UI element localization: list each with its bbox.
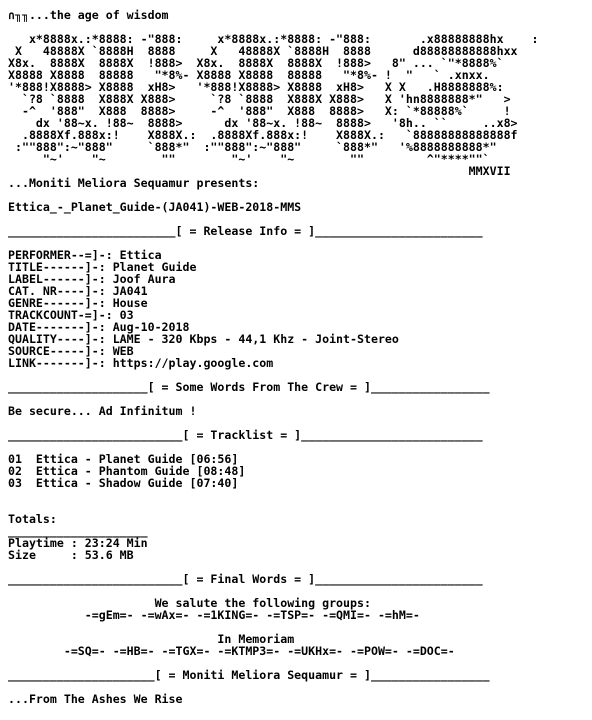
nfo-line: Be secure... Ad Infinitum ! <box>8 404 197 418</box>
nfo-line: dx '88~x. !88~ 8888> dx '88~x. !88~ 8888> '8h.. `` ..x8> <box>8 116 518 130</box>
nfo-line: _________________________[ = Tracklist = ]__________________________ <box>8 428 483 442</box>
nfo-line: ____________________[ = Some Words From The Crew = ]_________________ <box>8 380 490 394</box>
nfo-line: -=gEm=- -=wAx=- -=1KING=- -=TSP=- -=QMI=- -=hM=- <box>8 608 420 622</box>
nfo-line: 03 Ettica - Shadow Guide [07:40] <box>8 476 239 490</box>
nfo-line: ________________________[ = Release Info = ]________________________ <box>8 224 483 238</box>
nfo-line: LINK-------]-: https://play.google.com <box>8 356 274 370</box>
nfo-line: "~' "~ "" "~' "~ "" ^"****""` <box>8 152 490 166</box>
nfo-line: `?8 `8888 X888X X888> `?8 `8888 X888X X888> X 'hn8888888*" > <box>8 92 511 106</box>
nfo-line: Totals: <box>8 512 57 526</box>
nfo-line: '*888!X8888> X8888 xH8> '*888!X8888> X8888 xH8> X X .H8888888%: <box>8 80 504 94</box>
nfo-line: SOURCE-----]-: WEB <box>8 344 134 358</box>
nfo-line: -^ '888" X888 8888> -^ '888" X888 8888> X: `*88888%` ! <box>8 104 511 118</box>
nfo-line: 01 Ettica - Planet Guide [06:56] <box>8 452 239 466</box>
nfo-line: _________________________[ = Final Words = ]________________________ <box>8 572 483 586</box>
nfo-line: ...From The Ashes We Rise <box>8 692 183 706</box>
nfo-line: TITLE------]-: Planet Guide <box>8 260 197 274</box>
nfo-line: QUALITY----]-: LAME - 320 Kbps - 44,1 Khz - Joint-Stereo <box>8 332 399 346</box>
nfo-line: GENRE------]-: House <box>8 296 148 310</box>
nfo-line: ...Moniti Meliora Sequamur presents: <box>8 176 260 190</box>
nfo-line: Ettica_-_Planet_Guide-(JA041)-WEB-2018-MMS <box>8 200 302 214</box>
nfo-line: X 48888X `8888H 8888 X 48888X `8888H 8888 d88888888888hxx <box>8 44 518 58</box>
nfo-line: PERFORMER--=]-: Ettica <box>8 248 162 262</box>
nfo-line: .8888Xf.888x:! X888X.: .8888Xf.888x:! X888X.: `88888888888888f <box>8 128 518 142</box>
nfo-line: DATE-------]-: Aug-10-2018 <box>8 320 190 334</box>
nfo-line: We salute the following groups: <box>8 596 371 610</box>
nfo-line: -=SQ=- -=HB=- -=TGX=- -=KTMP3=- -=UKHx=- -=POW=- -=DOC=- <box>8 644 455 658</box>
nfo-line: _____________________[ = Moniti Meliora Sequamur = ]_________________ <box>8 668 490 682</box>
nfo-line: :""888":~"888" `888*" :""888":~"888" `888*" '%8888888888*" <box>8 140 497 154</box>
nfo-line: TRACKCOUNT-=]-: 03 <box>8 308 134 322</box>
nfo-line: ____________________ <box>8 524 148 538</box>
nfo-line: 02 Ettica - Phantom Guide [08:48] <box>8 464 246 478</box>
nfo-line: In Memoriam <box>8 632 295 646</box>
nfo-line: MMXVII <box>8 164 511 178</box>
nfo-line: x*8888x.:*8888: -"888: x*8888x.:*8888: -"888: .x88888888hx : <box>8 32 539 46</box>
nfo-line <box>8 501 592 513</box>
nfo-line: X8x. 8888X 8888X !888> X8x. 8888X 8888X !888> 8" ... `"*8888%` <box>8 56 504 70</box>
nfo-line: Playtime : 23:24 Min <box>8 536 148 550</box>
nfo-line: ∩╖╖...the age of wisdom <box>8 8 169 22</box>
nfo-line: Size : 53.6 MB <box>8 548 134 562</box>
nfo-line: LABEL------]-: Joof Aura <box>8 272 176 286</box>
nfo-line: CAT. NR----]-: JA041 <box>8 284 148 298</box>
nfo-line: X8888 X8888 88888 "*8%- X8888 X8888 88888 "*8%- ! " ` .xnxx. <box>8 68 490 82</box>
nfo-line <box>8 489 592 501</box>
